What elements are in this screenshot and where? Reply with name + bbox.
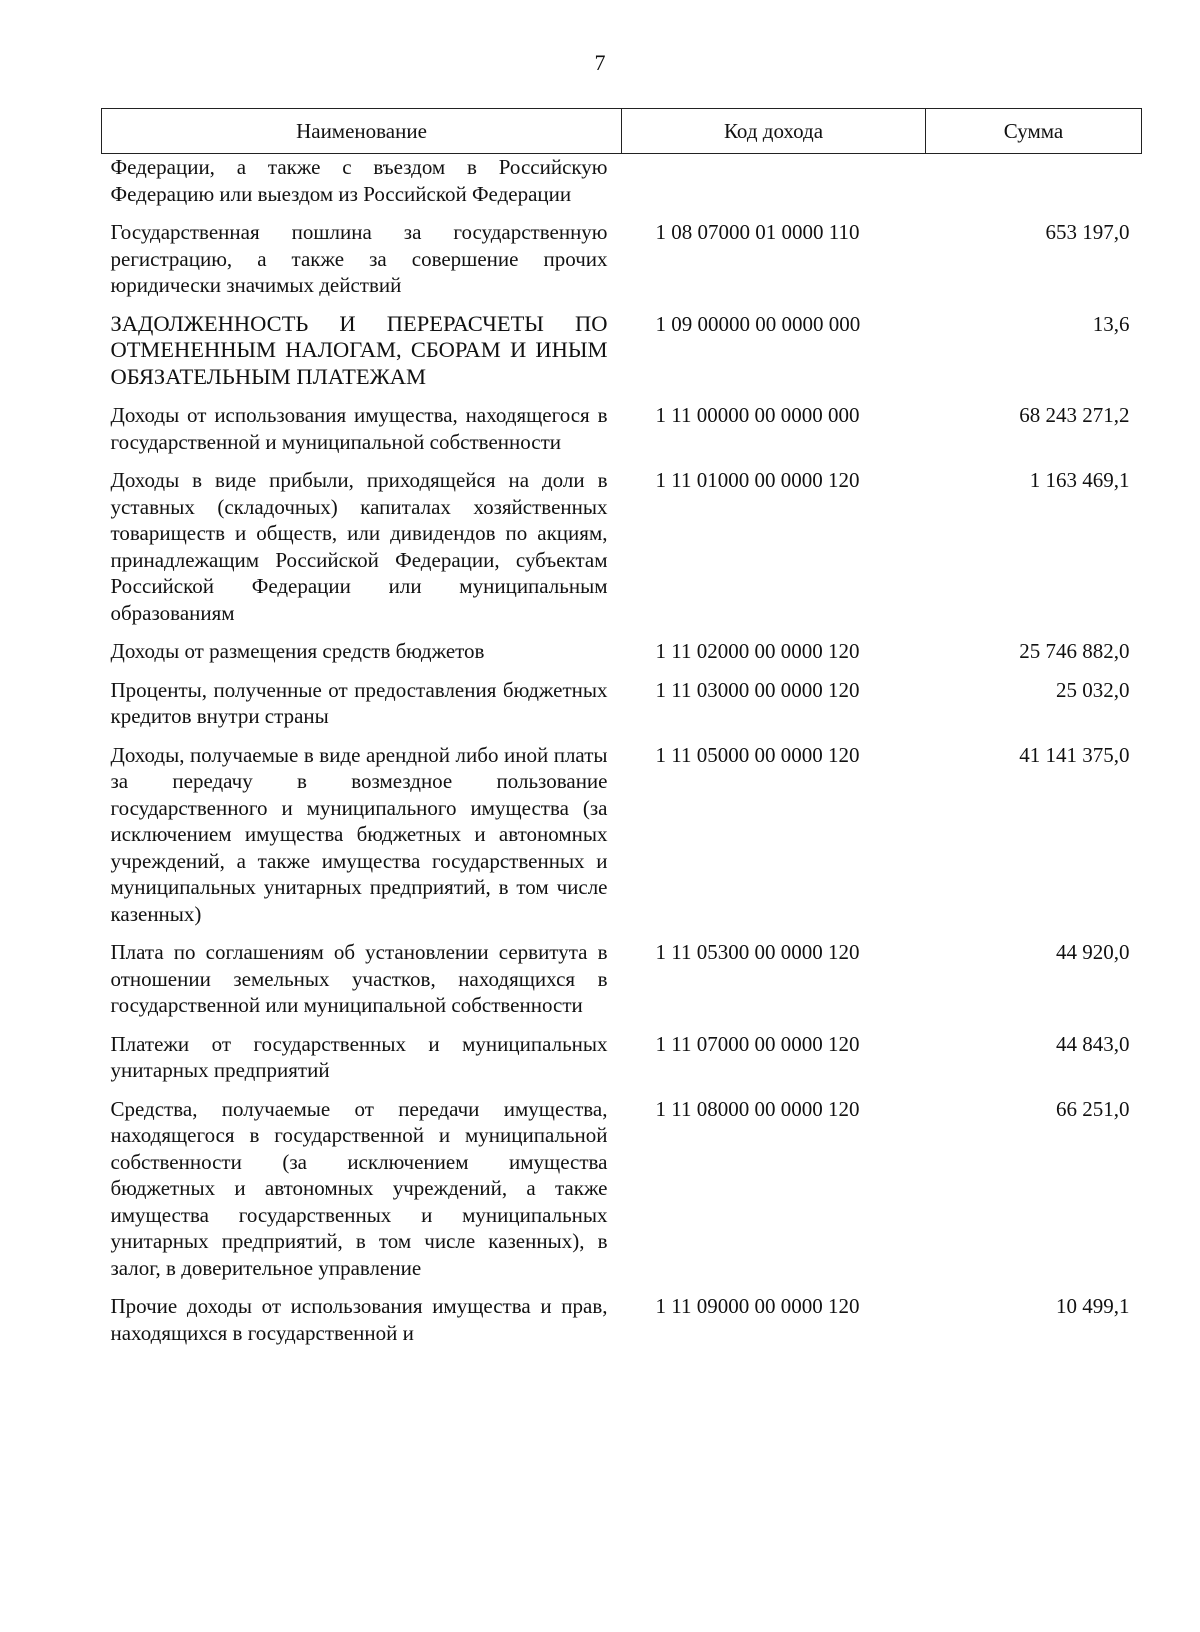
row-sum: 41 141 375,0 [1019,742,1130,767]
row-sum: 25 032,0 [1056,677,1130,702]
row-name: Доходы, получаемые в виде арендной либо иной платы за передачу в возмездное пользование государственного и муниципального имущества (за исключением имущества бюджетных и автономных учреждений, а также имущества государственных и муниципальных унитарных предприятий, в том числе казенных) [110,742,608,926]
row-name: Прочие доходы от использования имущества и прав, находящихся в государственной и [110,1294,608,1345]
table-row [102,1096,1142,1294]
row-code [622,154,926,220]
row-code: 1 11 02000 00 0000 120 [655,639,860,663]
row-code: 1 11 01000 00 0000 120 [655,468,860,492]
row-code: 1 08 07000 01 0000 110 [655,220,860,244]
table-row [102,1293,1142,1358]
row-sum: 68 243 271,2 [1019,403,1130,427]
row-code: 1 11 03000 00 0000 120 [655,677,860,702]
row-sum: 1 163 469,1 [1029,468,1130,492]
row-code: 1 11 08000 00 0000 120 [655,1096,860,1121]
row-name: ЗАДОЛЖЕННОСТЬ И ПЕРЕРАСЧЕТЫ ПО ОТМЕНЕННЫМ НАЛОГАМ, СБОРАМ И ИНЫМ ОБЯЗАТЕЛЬНЫМ ПЛАТЕЖАМ [110,310,608,389]
row-name: Платежи от государственных и муниципальных унитарных предприятий [110,1031,608,1082]
header-sum: Сумма [926,109,1142,154]
row-sum: 44 920,0 [1056,940,1130,964]
row-sum: 66 251,0 [1056,1096,1130,1121]
row-sum: 25 746 882,0 [1019,639,1130,663]
row-sum: 44 843,0 [1056,1031,1130,1056]
table-row [102,638,1142,677]
row-sum: 13,6 [1092,311,1130,336]
page-number: 7 [594,50,606,75]
table-row [102,467,1142,638]
row-sum: 10 499,1 [1056,1294,1130,1318]
row-sum [926,154,1142,220]
table-row [102,402,1142,467]
row-code: 1 11 05000 00 0000 120 [655,742,860,767]
row-code: 1 11 05300 00 0000 120 [655,940,860,964]
revenue-table [101,108,1142,1358]
table-row [102,311,1142,403]
row-code: 1 09 00000 00 0000 000 [655,311,861,336]
row-name: Доходы от размещения средств бюджетов [110,639,485,663]
table-row [102,677,1142,742]
row-name: Доходы от использования имущества, находящегося в государственной и муниципальной собственности [110,403,608,454]
row-code: 1 11 09000 00 0000 120 [655,1294,860,1318]
row-name: Доходы в виде прибыли, приходящейся на доли в уставных (складочных) капиталах хозяйственных товариществ и обществ, или дивидендов по акциям, принадлежащим Российской Федерации, субъектам Российской Федерации или муниципальным образованиям [110,468,608,625]
table-row [102,742,1142,940]
header-code: Код дохода [622,109,926,154]
header-name: Наименование [102,109,622,154]
table-row [102,219,1142,311]
table-row [102,1031,1142,1096]
row-code: 1 11 00000 00 0000 000 [655,403,860,427]
row-sum: 653 197,0 [1045,220,1130,244]
table-row [102,154,1142,220]
row-name: Средства, получаемые от передачи имущества, находящегося в государственной и муниципальной собственности (за исключением имущества бюджетных и автономных учреждений, а также имущества государственных и муниципальных унитарных предприятий, в том числе казенных), в залог, в доверительное управление [110,1096,608,1280]
row-code: 1 11 07000 00 0000 120 [655,1031,860,1056]
row-name: Федерации, а также с въездом в Российскую Федерацию или выездом из Российской Федерации [110,155,608,206]
row-name: Проценты, полученные от предоставления бюджетных кредитов внутри страны [110,677,608,728]
row-name: Государственная пошлина за государственную регистрацию, а также за совершение прочих юридически значимых действий [110,220,608,297]
table-row [102,939,1142,1031]
table-header-row [102,109,1142,154]
row-name: Плата по соглашениям об установлении сервитута в отношении земельных участков, находящихся в государственной или муниципальной собственности [110,940,608,1017]
